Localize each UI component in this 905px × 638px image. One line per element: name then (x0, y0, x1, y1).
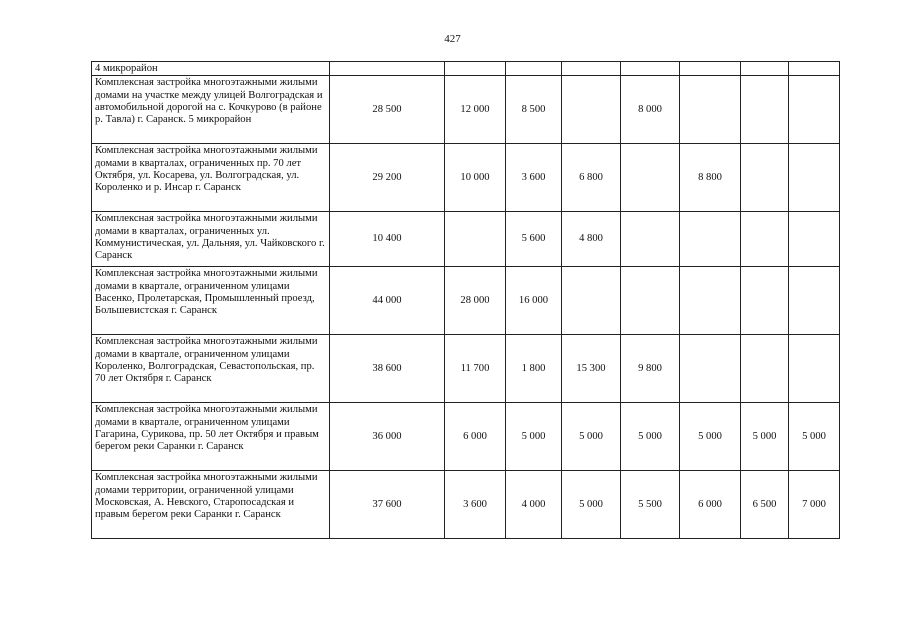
table-cell-value (789, 76, 840, 144)
table-row (92, 212, 840, 267)
table-cell-value: 5 000 (562, 403, 621, 471)
table-cell-value: 8 000 (621, 76, 680, 144)
table-cell-value (562, 76, 621, 144)
table-row (92, 144, 840, 212)
table-cell-value (789, 62, 840, 76)
table-row (92, 76, 840, 144)
row-description: 4 микрорайон (92, 62, 330, 76)
table-cell-value: 29 200 (330, 144, 445, 212)
table-cell-value (506, 62, 562, 76)
table-cell-value (741, 335, 789, 403)
table-cell-value (741, 76, 789, 144)
table-cell-value: 5 000 (789, 403, 840, 471)
table-cell-value: 4 800 (562, 212, 621, 267)
table-cell-value: 8 500 (506, 76, 562, 144)
table-cell-value (680, 62, 741, 76)
table-cell-value (621, 62, 680, 76)
table-cell-value (741, 267, 789, 335)
table-cell-value (741, 144, 789, 212)
table-cell-value: 16 000 (506, 267, 562, 335)
page-number: 427 (444, 33, 461, 45)
row-description: Комплексная застройка многоэтажными жилыми домами в квартале, ограниченном улицами Васенко, Пролетарская, Промышленный проезд, Большевистская г. Саранск (92, 267, 330, 335)
row-description: Комплексная застройка многоэтажными жилыми домами территории, ограниченной улицами Московская, А. Невского, Старопосадская и правым берегом реки Саранки г. Саранск (92, 471, 330, 539)
table-cell-value: 12 000 (445, 76, 506, 144)
table-cell-value (562, 267, 621, 335)
table-cell-value: 6 000 (680, 471, 741, 539)
table-cell-value: 10 000 (445, 144, 506, 212)
table-cell-value: 5 000 (680, 403, 741, 471)
table-cell-value: 28 000 (445, 267, 506, 335)
table-cell-value: 3 600 (445, 471, 506, 539)
table-cell-value: 5 000 (621, 403, 680, 471)
table-cell-value: 1 800 (506, 335, 562, 403)
table-cell-value: 37 600 (330, 471, 445, 539)
table-row (92, 403, 840, 471)
table-cell-value (330, 62, 445, 76)
table-cell-value: 5 500 (621, 471, 680, 539)
table-cell-value (680, 76, 741, 144)
table-cell-value: 6 000 (445, 403, 506, 471)
table-cell-value (741, 62, 789, 76)
table-cell-value: 4 000 (506, 471, 562, 539)
row-description: Комплексная застройка многоэтажными жилыми домами в кварталах, ограниченных пр. 70 лет Октября, ул. Косарева, ул. Волгоградская, ул. Короленко и р. Инсар г. Саранск (92, 144, 330, 212)
document-table (91, 61, 840, 539)
table-cell-value (680, 335, 741, 403)
row-description: Комплексная застройка многоэтажными жилыми домами в квартале, ограниченном улицами Гагарина, Сурикова, пр. 50 лет Октября и правым берегом реки Саранки г. Саранск (92, 403, 330, 471)
row-description: Комплексная застройка многоэтажными жилыми домами в кварталах, ограниченных ул. Коммунистическая, ул. Дальняя, ул. Чайковского г. Саранск (92, 212, 330, 267)
table-cell-value (789, 267, 840, 335)
table-cell-value: 44 000 (330, 267, 445, 335)
row-description: Комплексная застройка многоэтажными жилыми домами на участке между улицей Волгоградская и автомобильной дорогой на с. Кочкурово (в районе р. Тавла) г. Саранск. 5 микрорайон (92, 76, 330, 144)
table-cell-value (621, 144, 680, 212)
row-description: Комплексная застройка многоэтажными жилыми домами в квартале, ограниченном улицами Короленко, Волгоградская, Севастопольская, пр. 70 лет Октября г. Саранск (92, 335, 330, 403)
table-cell-value (445, 212, 506, 267)
table-row (92, 335, 840, 403)
table-cell-value: 15 300 (562, 335, 621, 403)
table-cell-value: 3 600 (506, 144, 562, 212)
table-cell-value: 38 600 (330, 335, 445, 403)
table-cell-value: 6 800 (562, 144, 621, 212)
table-cell-value: 7 000 (789, 471, 840, 539)
table-cell-value: 5 000 (506, 403, 562, 471)
table-cell-value (789, 212, 840, 267)
table-row (92, 471, 840, 539)
table-cell-value (741, 212, 789, 267)
table-cell-value: 36 000 (330, 403, 445, 471)
table-cell-value: 6 500 (741, 471, 789, 539)
table-cell-value: 8 800 (680, 144, 741, 212)
table-cell-value: 5 000 (741, 403, 789, 471)
table-cell-value: 28 500 (330, 76, 445, 144)
table-cell-value (680, 212, 741, 267)
table-cell-value (621, 212, 680, 267)
table-cell-value: 9 800 (621, 335, 680, 403)
table-cell-value: 5 000 (562, 471, 621, 539)
table-row (92, 267, 840, 335)
table-cell-value (680, 267, 741, 335)
table-cell-value (789, 335, 840, 403)
table-cell-value: 11 700 (445, 335, 506, 403)
table-cell-value (562, 62, 621, 76)
table-cell-value (445, 62, 506, 76)
table-cell-value: 10 400 (330, 212, 445, 267)
table-cell-value: 5 600 (506, 212, 562, 267)
table-cell-value (621, 267, 680, 335)
table-row (92, 62, 840, 76)
table-cell-value (789, 144, 840, 212)
